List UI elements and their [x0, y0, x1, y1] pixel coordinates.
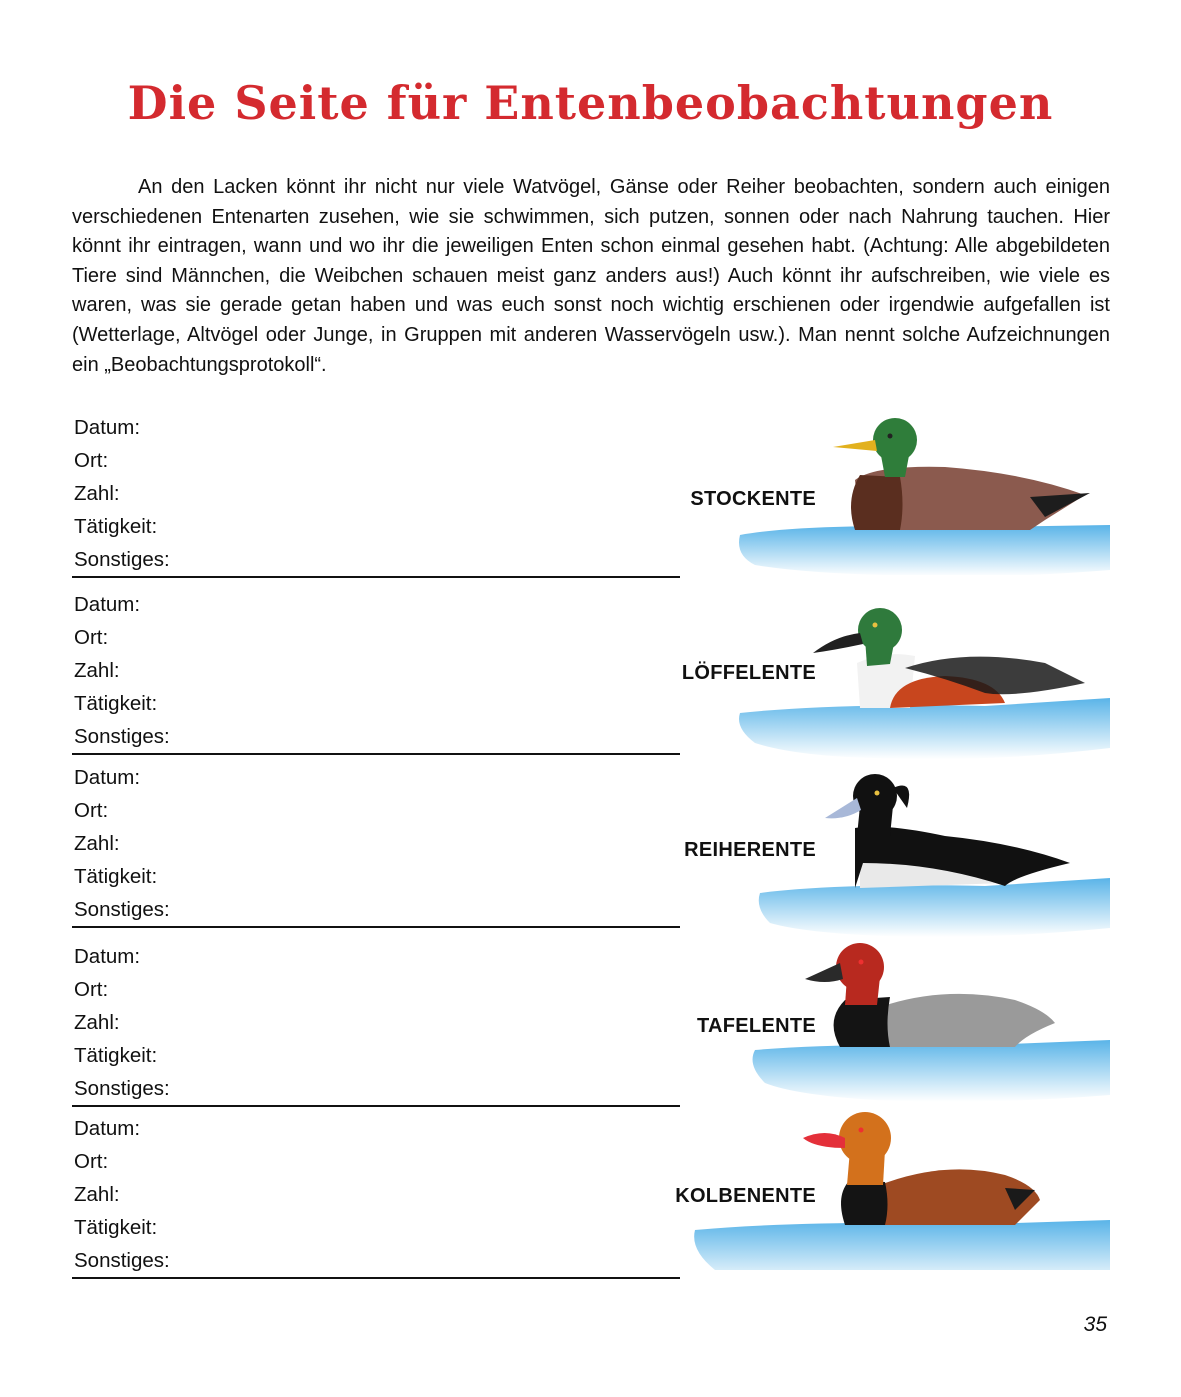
duck-label-reiherente: REIHERENTE — [684, 839, 816, 861]
field-datum[interactable]: Datum: — [74, 1117, 141, 1140]
field-datum[interactable]: Datum: — [74, 766, 141, 789]
observation-block — [72, 1112, 680, 1279]
field-taetigkeit[interactable]: Tätigkeit: — [74, 1216, 158, 1239]
duck-label-loeffelente: LÖFFELENTE — [681, 662, 816, 684]
field-ort[interactable]: Ort: — [74, 1150, 109, 1173]
field-taetigkeit[interactable]: Tätigkeit: — [74, 1044, 158, 1067]
field-sonstiges[interactable]: Sonstiges: — [74, 1249, 170, 1272]
field-zahl[interactable]: Zahl: — [74, 659, 120, 682]
duck-illustration-tafelente — [685, 935, 1115, 1105]
duck-label-tafelente: TAFELENTE — [697, 1015, 816, 1037]
field-zahl[interactable]: Zahl: — [74, 482, 120, 505]
field-zahl[interactable]: Zahl: — [74, 1183, 120, 1206]
observation-block — [72, 411, 680, 578]
duck-label-kolbenente: KOLBENENTE — [675, 1185, 816, 1207]
duck-label-stockente: STOCKENTE — [690, 488, 816, 510]
duck-illustration-loeffelente — [685, 598, 1115, 768]
field-sonstiges[interactable]: Sonstiges: — [74, 725, 170, 748]
field-datum[interactable]: Datum: — [74, 945, 141, 968]
duck-illustration-reiherente — [685, 768, 1115, 938]
observation-block — [72, 588, 680, 755]
field-taetigkeit[interactable]: Tätigkeit: — [74, 515, 158, 538]
duck-illustration-kolbenente — [685, 1100, 1115, 1270]
field-sonstiges[interactable]: Sonstiges: — [74, 548, 170, 571]
field-taetigkeit[interactable]: Tätigkeit: — [74, 692, 158, 715]
field-ort[interactable]: Ort: — [74, 626, 109, 649]
field-taetigkeit[interactable]: Tätigkeit: — [74, 865, 158, 888]
observation-block — [72, 761, 680, 928]
field-ort[interactable]: Ort: — [74, 799, 109, 822]
duck-illustration-stockente — [685, 405, 1115, 575]
intro-paragraph: An den Lacken könnt ihr nicht nur viele Watvögel, Gänse oder Reiher beobachten, sondern auch einigen verschiedenen Entenarten zusehen, wie sie schwimmen, sich putzen, sonnen oder nach Nahrung tauchen. Hier könnt ihr eintragen, wann und wo ihr die jeweiligen Enten schon einmal gesehen habt. (Achtung: Alle abgebildeten Tiere sind Männchen, die Weibchen schauen meist ganz anders aus!) Auch könnt ihr aufschreiben, wie viele es waren, was sie gerade getan haben und was euch sonst noch wichtig erschienen oder irgendwie aufgefallen ist (Wetterlage, Altvögel oder Junge, in Gruppen mit anderen Wasservögeln usw.). Man nennt solche Aufzeichnungen ein „Beobachtungsprotokoll“. — [72, 176, 1110, 376]
observation-block — [72, 940, 680, 1107]
field-ort[interactable]: Ort: — [74, 978, 109, 1001]
field-zahl[interactable]: Zahl: — [74, 832, 120, 855]
field-sonstiges[interactable]: Sonstiges: — [74, 1077, 170, 1100]
field-zahl[interactable]: Zahl: — [74, 1011, 120, 1034]
page-number: 35 — [1083, 1313, 1107, 1336]
field-ort[interactable]: Ort: — [74, 449, 109, 472]
field-datum[interactable]: Datum: — [74, 416, 141, 439]
page-title: Die Seite für Entenbeobachtungen — [127, 76, 1054, 130]
field-sonstiges[interactable]: Sonstiges: — [74, 898, 170, 921]
field-datum[interactable]: Datum: — [74, 593, 141, 616]
